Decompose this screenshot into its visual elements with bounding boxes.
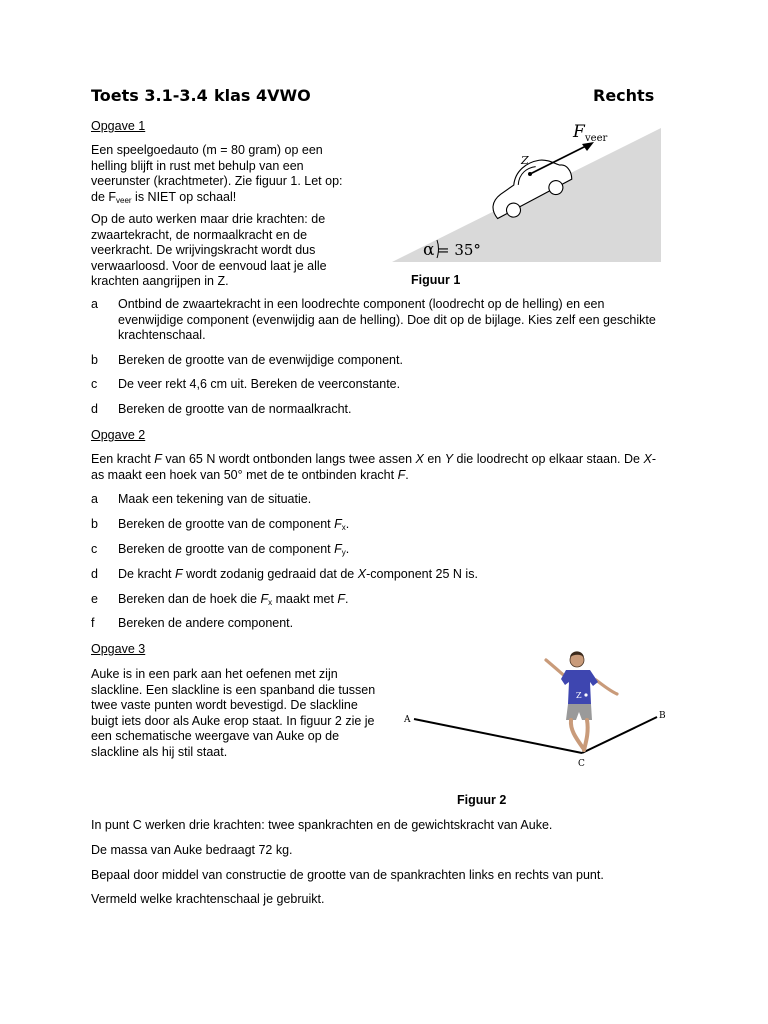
angle-value: = 35°	[437, 241, 481, 259]
slackline-right	[582, 717, 657, 753]
point-a-label: A	[404, 715, 411, 725]
opgave2-intro: Een kracht F van 65 N wordt ontbonden langs twee assen X en Y die loodrecht op elkaar staan. De X- as maakt een hoek van 50° met de te ontbinden kracht F.	[91, 452, 656, 482]
point-z-label: Z	[521, 154, 529, 167]
figure-2-slackline	[400, 648, 675, 773]
opgave2-title: Opgave 2	[91, 428, 146, 442]
slackline-left	[414, 719, 582, 753]
angle-symbol: α	[423, 240, 435, 260]
figure-1-incline	[380, 118, 670, 268]
test-title: Toets 3.1-3.4	[91, 86, 208, 105]
point-c-label: C	[578, 759, 585, 769]
opgave1-title: Opgave 1	[91, 119, 146, 133]
opgave3-title: Opgave 3	[91, 642, 146, 656]
figure-1-caption: Figuur 1	[411, 273, 461, 287]
class-label: klas 4VWO	[214, 86, 311, 105]
person-auke	[546, 651, 617, 750]
opgave1-intro1: Een speelgoedauto (m = 80 gram) op een helling blijft in rust met behulp van een veerunster (krachtmeter). Zie figuur 1. Let op: de $F_{veer}$ is NIET op schaal!	[91, 143, 343, 205]
opgave3-paragraph-3: Bepaal door middel van constructie de grootte van de spankrachten links en rechts van punt.	[91, 868, 604, 882]
opgave3-paragraph-4: Vermeld welke krachtenschaal je gebruikt.	[91, 892, 325, 906]
force-label-sub: veer	[585, 133, 608, 144]
opgave3-paragraph-1: In punt C werken drie krachten: twee spankrachten en de gewichtskracht van Auke.	[91, 818, 553, 832]
opgave3-intro: Auke is in een park aan het oefenen met zijn slackline. Een slackline is een spanband die tussen twee vaste punten wordt bevestigd. De slackline buigt iets door als Auke erop staat. In figuur 2 zie je een schematische weergave van Auke op de slackline als hij stil staat.	[91, 667, 376, 759]
force-label: F	[573, 122, 585, 142]
opgave3-paragraph-2: De massa van Auke bedraagt 72 kg.	[91, 843, 293, 857]
figure-2-caption: Figuur 2	[457, 793, 507, 807]
header-right-label: Rechts	[593, 86, 655, 105]
exam-page: Toets 3.1-3.4 klas 4VWO Rechts Opgave 1 Een speelgoedauto (m = 80 gram) op een helling blijft in rust met behulp van een veerunster (krachtmeter). Zie figuur 1. Let op: de $F_{veer}$ is NIET op schaal! Op de auto werken maar drie krachten: de zwaartekracht, de normaalkracht en de veerkracht. De wrijvingskracht wordt dus verwaarloosd. Voor de eenvoud laat je alle krachten aangrijpen in Z. Z F veer α = 35° Figuur 1 a Ontbind de zwaartekracht in een loodrechte component (loodrecht op de helling) en een evenwijdige component (evenwijdig aan de helling). Doe dit op de bijlage. Kies zelf een geschikte krachtenschaal. b Bereken de grootte van de evenwijdige component. c De veer rekt 4,6 cm uit. Bereken de veerconstante. d Bereken de grootte van de normaalkracht. Opgave 2 Een kracht F van 65 N wordt ontbonden langs twee assen X en Y die loodrecht op elkaar staan. De X- as maakt een hoek van 50° met de te ontbinden kracht F. a Maak een tekening van de situatie. b Bereken de grootte van de component $F_x$. c Bereken de grootte van de component $F_y$. d De kracht F wordt zodanig gedraaid dat de X-component 25 N is. e Bereken dan de hoek die $F_x$ maakt met F. f Bereken de andere component. Opgave 3 Auke is in een park aan het oefenen met zijn slackline. Een slackline is een spanband die tussen twee vaste punten wordt bevestigd. De slackline buigt iets door als Auke erop staat. In figuur 2 zie je een schematische weergave van Auke op de slackline als hij stil staat. Z A B C Figuur 2 In punt C werken drie krachten: twee spankrachten en de gewichtskracht van Auke. De massa van Auke bedraagt 72 kg. Bepaal door middel van constructie de grootte van de spankrachten links en rechts van punt. Vermeld welke krachtenschaal je gebruikt.	[0, 0, 768, 1024]
point-b-label: B	[659, 711, 666, 721]
point-z-dot	[584, 693, 587, 696]
point-z-dot	[528, 172, 532, 176]
point-z-label: Z	[576, 691, 582, 700]
opgave1-intro2: Op de auto werken maar drie krachten: de zwaartekracht, de normaalkracht en de veerkracht. De wrijvingskracht wordt dus verwaarloosd. Voor de eenvoud laat je alle krachten aangrijpen in Z.	[91, 212, 327, 288]
